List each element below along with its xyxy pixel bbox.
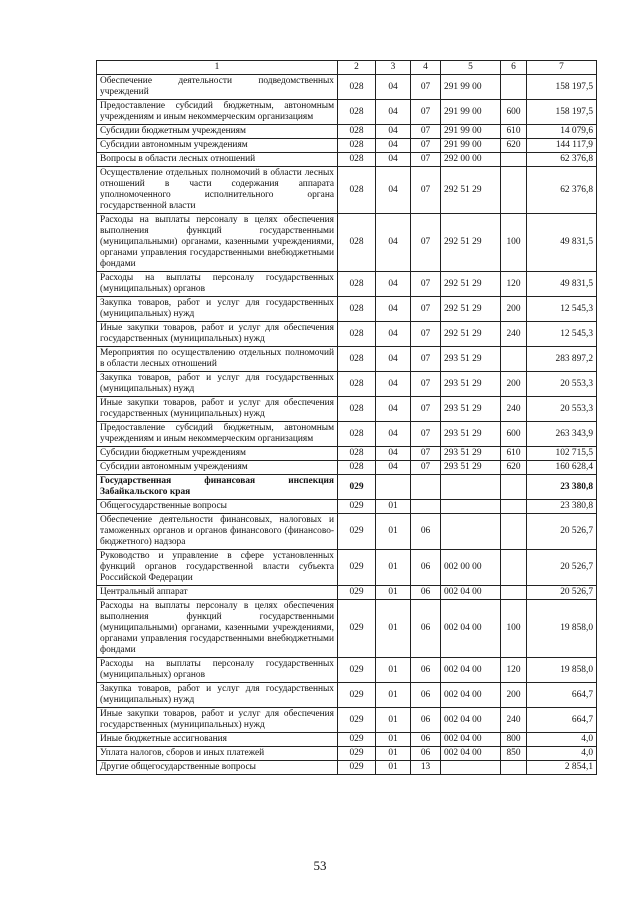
- row-ministry-cell: 028: [338, 272, 376, 297]
- table-row: [97, 747, 597, 761]
- row-expense-type-cell: [501, 586, 527, 600]
- row-ministry-cell: 028: [338, 447, 376, 461]
- row-section-cell: 04: [376, 100, 411, 125]
- row-section-cell: 01: [376, 683, 411, 708]
- header-cell: 5: [441, 61, 501, 75]
- row-expense-type-cell: [501, 347, 527, 372]
- row-name-cell: Вопросы в области лесных отношений: [97, 153, 338, 167]
- row-expense-type-cell: 620: [501, 461, 527, 475]
- row-expense-type-cell: 120: [501, 658, 527, 683]
- table-row: [97, 550, 597, 586]
- row-subsection-cell: 07: [411, 372, 441, 397]
- row-target-article-cell: 291 99 00: [441, 75, 501, 100]
- row-target-article-cell: 002 04 00: [441, 586, 501, 600]
- row-name-cell: Субсидии бюджетным учреждениям: [97, 125, 338, 139]
- row-subsection-cell: 07: [411, 153, 441, 167]
- table-row: [97, 733, 597, 747]
- row-subsection-cell: 06: [411, 747, 441, 761]
- row-ministry-cell: 029: [338, 514, 376, 550]
- row-subsection-cell: 07: [411, 397, 441, 422]
- row-name-cell: Центральный аппарат: [97, 586, 338, 600]
- row-ministry-cell: 028: [338, 347, 376, 372]
- row-subsection-cell: 06: [411, 658, 441, 683]
- row-subsection-cell: 06: [411, 708, 441, 733]
- row-ministry-cell: 029: [338, 600, 376, 658]
- row-ministry-cell: 029: [338, 708, 376, 733]
- row-ministry-cell: 028: [338, 153, 376, 167]
- row-expense-type-cell: 100: [501, 214, 527, 272]
- row-amount-cell: 49 831,5: [527, 272, 597, 297]
- row-section-cell: 04: [376, 167, 411, 214]
- row-target-article-cell: 292 51 29: [441, 272, 501, 297]
- row-amount-cell: 20 526,7: [527, 514, 597, 550]
- row-ministry-cell: 029: [338, 500, 376, 514]
- document-page: [96, 60, 596, 775]
- row-ministry-cell: 028: [338, 322, 376, 347]
- row-ministry-cell: 028: [338, 214, 376, 272]
- row-name-cell: Осуществление отдельных полномочий в области лесных отношений в части содержания аппарата уполномоченного исполнительного органа государственной власти: [97, 167, 338, 214]
- row-ministry-cell: 028: [338, 75, 376, 100]
- row-name-cell: Закупка товаров, работ и услуг для государственных (муниципальных) нужд: [97, 297, 338, 322]
- row-section-cell: 01: [376, 658, 411, 683]
- row-name-cell: Обеспечение деятельности финансовых, налоговых и таможенных органов и органов финансового (финансово-бюджетного) надзора: [97, 514, 338, 550]
- header-cell: 6: [501, 61, 527, 75]
- table-row: [97, 153, 597, 167]
- row-name-cell: Расходы на выплаты персоналу в целях обеспечения выполнения функций государственными (муниципальными) органами, казенными учреждениями, органами управления государственными внебюджетными фондами: [97, 214, 338, 272]
- row-target-article-cell: 293 51 29: [441, 422, 501, 447]
- row-name-cell: Общегосударственные вопросы: [97, 500, 338, 514]
- row-expense-type-cell: 120: [501, 272, 527, 297]
- row-expense-type-cell: 100: [501, 600, 527, 658]
- row-target-article-cell: 002 04 00: [441, 683, 501, 708]
- table-row: [97, 761, 597, 775]
- row-subsection-cell: 07: [411, 447, 441, 461]
- row-subsection-cell: [411, 500, 441, 514]
- row-name-cell: Субсидии автономным учреждениям: [97, 139, 338, 153]
- row-target-article-cell: 293 51 29: [441, 347, 501, 372]
- row-section-cell: 04: [376, 214, 411, 272]
- row-amount-cell: 158 197,5: [527, 100, 597, 125]
- row-expense-type-cell: 200: [501, 683, 527, 708]
- row-name-cell: Расходы на выплаты персоналу государственных (муниципальных) органов: [97, 658, 338, 683]
- row-section-cell: 04: [376, 272, 411, 297]
- row-subsection-cell: 07: [411, 75, 441, 100]
- row-ministry-cell: 028: [338, 422, 376, 447]
- row-name-cell: Иные закупки товаров, работ и услуг для обеспечения государственных (муниципальных) нужд: [97, 322, 338, 347]
- row-subsection-cell: 07: [411, 139, 441, 153]
- row-section-cell: [376, 475, 411, 500]
- table-row: [97, 297, 597, 322]
- row-subsection-cell: 07: [411, 214, 441, 272]
- header-cell: 2: [338, 61, 376, 75]
- row-amount-cell: 19 858,0: [527, 658, 597, 683]
- row-target-article-cell: 002 04 00: [441, 733, 501, 747]
- row-ministry-cell: 028: [338, 139, 376, 153]
- row-ministry-cell: 029: [338, 683, 376, 708]
- row-ministry-cell: 029: [338, 475, 376, 500]
- header-cell: 7: [527, 61, 597, 75]
- row-target-article-cell: 293 51 29: [441, 397, 501, 422]
- header-cell: 1: [97, 61, 338, 75]
- row-target-article-cell: 293 51 29: [441, 372, 501, 397]
- table-row: [97, 461, 597, 475]
- row-target-article-cell: 002 04 00: [441, 747, 501, 761]
- row-subsection-cell: 07: [411, 461, 441, 475]
- row-ministry-cell: 028: [338, 125, 376, 139]
- row-section-cell: 01: [376, 500, 411, 514]
- row-expense-type-cell: 200: [501, 372, 527, 397]
- table-row: [97, 500, 597, 514]
- table-row: [97, 372, 597, 397]
- row-target-article-cell: 002 04 00: [441, 708, 501, 733]
- row-expense-type-cell: [501, 475, 527, 500]
- row-amount-cell: 144 117,9: [527, 139, 597, 153]
- row-expense-type-cell: 610: [501, 125, 527, 139]
- row-amount-cell: 20 553,3: [527, 372, 597, 397]
- row-subsection-cell: 06: [411, 550, 441, 586]
- row-amount-cell: 20 526,7: [527, 586, 597, 600]
- table-row: [97, 397, 597, 422]
- row-section-cell: 01: [376, 550, 411, 586]
- row-section-cell: 04: [376, 125, 411, 139]
- row-target-article-cell: 292 00 00: [441, 153, 501, 167]
- row-name-cell: Расходы на выплаты персоналу государственных (муниципальных) органов: [97, 272, 338, 297]
- table-row: [97, 167, 597, 214]
- row-subsection-cell: 06: [411, 514, 441, 550]
- row-expense-type-cell: [501, 167, 527, 214]
- row-name-cell: Иные закупки товаров, работ и услуг для обеспечения государственных (муниципальных) нужд: [97, 397, 338, 422]
- row-expense-type-cell: 200: [501, 297, 527, 322]
- row-name-cell: Другие общегосударственные вопросы: [97, 761, 338, 775]
- row-ministry-cell: 029: [338, 658, 376, 683]
- budget-table: [96, 60, 597, 775]
- row-ministry-cell: 029: [338, 550, 376, 586]
- row-target-article-cell: 291 99 00: [441, 125, 501, 139]
- row-section-cell: 04: [376, 347, 411, 372]
- row-amount-cell: 23 380,8: [527, 500, 597, 514]
- row-subsection-cell: 07: [411, 297, 441, 322]
- row-subsection-cell: 07: [411, 125, 441, 139]
- row-amount-cell: 664,7: [527, 683, 597, 708]
- row-section-cell: 01: [376, 747, 411, 761]
- row-expense-type-cell: [501, 514, 527, 550]
- row-target-article-cell: 292 51 29: [441, 297, 501, 322]
- row-section-cell: 04: [376, 372, 411, 397]
- table-row: [97, 347, 597, 372]
- row-expense-type-cell: [501, 761, 527, 775]
- row-amount-cell: 12 545,3: [527, 297, 597, 322]
- row-expense-type-cell: [501, 550, 527, 586]
- row-target-article-cell: 291 99 00: [441, 139, 501, 153]
- row-subsection-cell: 06: [411, 586, 441, 600]
- row-ministry-cell: 028: [338, 167, 376, 214]
- row-ministry-cell: 028: [338, 372, 376, 397]
- row-target-article-cell: [441, 514, 501, 550]
- table-row: [97, 683, 597, 708]
- row-amount-cell: 160 628,4: [527, 461, 597, 475]
- row-name-cell: Обеспечение деятельности подведомственных учреждений: [97, 75, 338, 100]
- row-ministry-cell: 028: [338, 297, 376, 322]
- row-target-article-cell: [441, 475, 501, 500]
- row-section-cell: 01: [376, 708, 411, 733]
- row-amount-cell: 2 854,1: [527, 761, 597, 775]
- row-target-article-cell: 293 51 29: [441, 447, 501, 461]
- row-amount-cell: 4,0: [527, 733, 597, 747]
- row-target-article-cell: 293 51 29: [441, 461, 501, 475]
- table-row: [97, 125, 597, 139]
- row-name-cell: Закупка товаров, работ и услуг для государственных (муниципальных) нужд: [97, 372, 338, 397]
- row-subsection-cell: 13: [411, 761, 441, 775]
- row-target-article-cell: 002 00 00: [441, 550, 501, 586]
- table-row: [97, 214, 597, 272]
- row-subsection-cell: 07: [411, 422, 441, 447]
- row-amount-cell: 12 545,3: [527, 322, 597, 347]
- row-name-cell: Иные бюджетные ассигнования: [97, 733, 338, 747]
- table-row: [97, 75, 597, 100]
- row-section-cell: 01: [376, 514, 411, 550]
- row-section-cell: 01: [376, 586, 411, 600]
- row-amount-cell: 14 079,6: [527, 125, 597, 139]
- row-amount-cell: 49 831,5: [527, 214, 597, 272]
- row-expense-type-cell: 240: [501, 397, 527, 422]
- header-cell: 3: [376, 61, 411, 75]
- row-name-cell: Руководство и управление в сфере установленных функций органов государственной власти субъекта Российской Федерации: [97, 550, 338, 586]
- row-name-cell: Уплата налогов, сборов и иных платежей: [97, 747, 338, 761]
- row-expense-type-cell: [501, 153, 527, 167]
- row-target-article-cell: [441, 761, 501, 775]
- header-cell: 4: [411, 61, 441, 75]
- row-amount-cell: 158 197,5: [527, 75, 597, 100]
- row-ministry-cell: 029: [338, 747, 376, 761]
- row-amount-cell: 62 376,8: [527, 167, 597, 214]
- row-expense-type-cell: 600: [501, 422, 527, 447]
- row-target-article-cell: 292 51 29: [441, 322, 501, 347]
- row-expense-type-cell: 610: [501, 447, 527, 461]
- row-expense-type-cell: 850: [501, 747, 527, 761]
- table-row: [97, 708, 597, 733]
- row-ministry-cell: 029: [338, 733, 376, 747]
- table-row: [97, 322, 597, 347]
- row-name-cell: Субсидии автономным учреждениям: [97, 461, 338, 475]
- row-subsection-cell: 07: [411, 272, 441, 297]
- row-subsection-cell: 06: [411, 600, 441, 658]
- table-row: [97, 586, 597, 600]
- table-row: [97, 475, 597, 500]
- row-section-cell: 01: [376, 600, 411, 658]
- row-ministry-cell: 028: [338, 397, 376, 422]
- row-name-cell: Предоставление субсидий бюджетным, автономным учреждениям и иным некоммерческим организациям: [97, 100, 338, 125]
- row-amount-cell: 283 897,2: [527, 347, 597, 372]
- table-row: [97, 272, 597, 297]
- row-section-cell: 04: [376, 322, 411, 347]
- row-target-article-cell: 291 99 00: [441, 100, 501, 125]
- row-expense-type-cell: 240: [501, 708, 527, 733]
- row-name-cell: Закупка товаров, работ и услуг для государственных (муниципальных) нужд: [97, 683, 338, 708]
- row-ministry-cell: 029: [338, 586, 376, 600]
- row-ministry-cell: 028: [338, 461, 376, 475]
- row-target-article-cell: [441, 500, 501, 514]
- row-section-cell: 04: [376, 447, 411, 461]
- row-expense-type-cell: 600: [501, 100, 527, 125]
- row-name-cell: Расходы на выплаты персоналу в целях обеспечения выполнения функций государственными (муниципальными) органами, казенными учреждениями, органами управления государственными внебюджетными фондами: [97, 600, 338, 658]
- row-section-cell: 04: [376, 139, 411, 153]
- row-ministry-cell: 028: [338, 100, 376, 125]
- row-subsection-cell: 07: [411, 167, 441, 214]
- row-section-cell: 01: [376, 733, 411, 747]
- row-name-cell: Предоставление субсидий бюджетным, автономным учреждениям и иным некоммерческим организациям: [97, 422, 338, 447]
- row-amount-cell: 4,0: [527, 747, 597, 761]
- table-row: [97, 139, 597, 153]
- row-name-cell: Иные закупки товаров, работ и услуг для обеспечения государственных (муниципальных) нужд: [97, 708, 338, 733]
- row-amount-cell: 62 376,8: [527, 153, 597, 167]
- row-amount-cell: 20 526,7: [527, 550, 597, 586]
- row-target-article-cell: 002 04 00: [441, 658, 501, 683]
- table-row: [97, 600, 597, 658]
- row-expense-type-cell: 240: [501, 322, 527, 347]
- row-subsection-cell: 07: [411, 322, 441, 347]
- table-row: [97, 422, 597, 447]
- row-target-article-cell: 292 51 29: [441, 167, 501, 214]
- row-section-cell: 04: [376, 75, 411, 100]
- table-row: [97, 447, 597, 461]
- row-section-cell: 01: [376, 761, 411, 775]
- row-section-cell: 04: [376, 297, 411, 322]
- row-amount-cell: 19 858,0: [527, 600, 597, 658]
- row-subsection-cell: 06: [411, 733, 441, 747]
- table-row: [97, 658, 597, 683]
- page-number: 53: [313, 858, 327, 873]
- row-subsection-cell: [411, 475, 441, 500]
- row-name-cell: Субсидии бюджетным учреждениям: [97, 447, 338, 461]
- row-amount-cell: 102 715,5: [527, 447, 597, 461]
- row-section-cell: 04: [376, 422, 411, 447]
- row-target-article-cell: 292 51 29: [441, 214, 501, 272]
- row-section-cell: 04: [376, 397, 411, 422]
- row-expense-type-cell: [501, 75, 527, 100]
- row-section-cell: 04: [376, 153, 411, 167]
- table-body: [97, 61, 597, 775]
- row-amount-cell: 23 380,8: [527, 475, 597, 500]
- row-section-cell: 04: [376, 461, 411, 475]
- row-amount-cell: 664,7: [527, 708, 597, 733]
- row-name-cell: Государственная финансовая инспекция Забайкальского края: [97, 475, 338, 500]
- row-expense-type-cell: 620: [501, 139, 527, 153]
- row-subsection-cell: 06: [411, 683, 441, 708]
- row-expense-type-cell: [501, 500, 527, 514]
- row-amount-cell: 263 343,9: [527, 422, 597, 447]
- row-amount-cell: 20 553,3: [527, 397, 597, 422]
- row-subsection-cell: 07: [411, 347, 441, 372]
- table-row: [97, 100, 597, 125]
- row-subsection-cell: 07: [411, 100, 441, 125]
- row-name-cell: Мероприятия по осуществлению отдельных полномочий в области лесных отношений: [97, 347, 338, 372]
- row-target-article-cell: 002 04 00: [441, 600, 501, 658]
- row-ministry-cell: 029: [338, 761, 376, 775]
- table-row: [97, 514, 597, 550]
- table-header-row: [97, 61, 597, 75]
- row-expense-type-cell: 800: [501, 733, 527, 747]
